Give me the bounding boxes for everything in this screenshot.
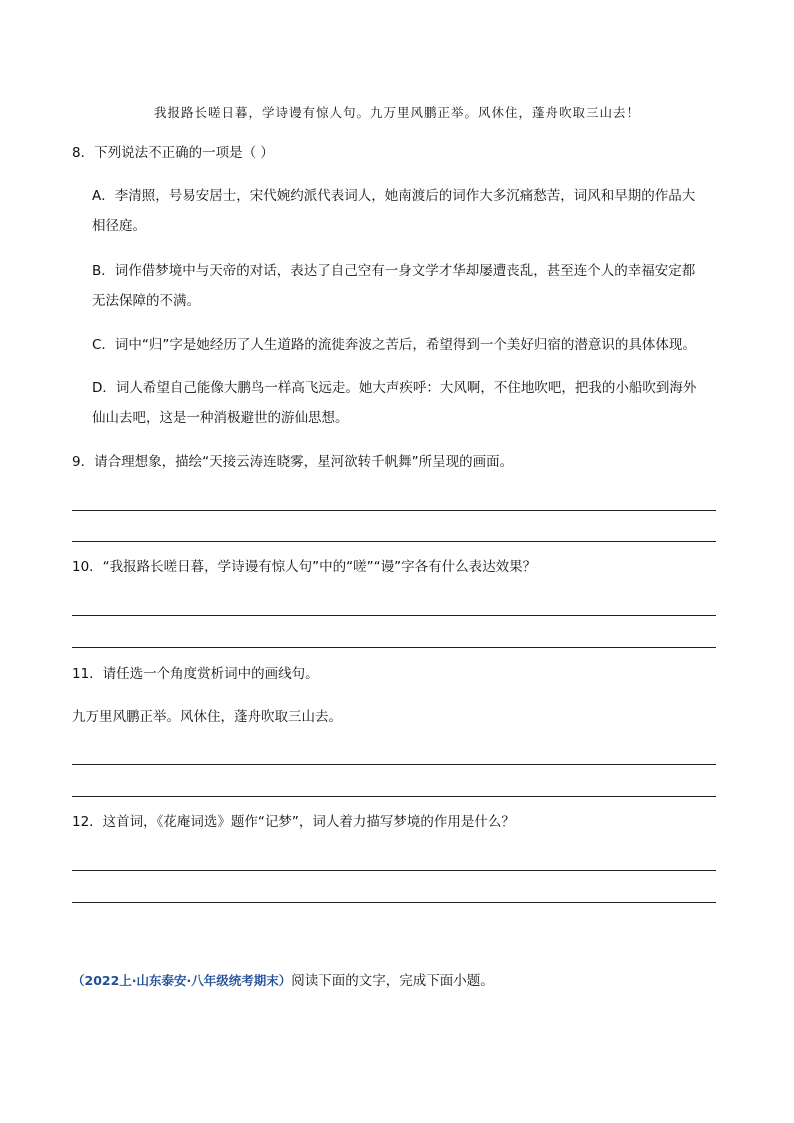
answer-line[interactable] bbox=[72, 870, 716, 871]
option-a-line-1: A．李清照，号易安居士，宋代婉约派代表词人，她南渡后的词作大多沉痛愁苦，词风和早期的作品大 bbox=[92, 188, 696, 204]
answer-line[interactable] bbox=[72, 902, 716, 903]
question-9-stem: 9．请合理想象，描绘“天接云涛连晓雾，星河欲转千帆舞”所呈现的画面。 bbox=[72, 454, 514, 470]
option-d-line-1: D．词人希望自己能像大鹏鸟一样高飞远走。她大声疾呼：大风啊，不住地吹吧，把我的小船吹到海外 bbox=[92, 380, 697, 396]
question-11-quote: 九万里风鹏正举。风休住，蓬舟吹取三山去。 bbox=[72, 709, 342, 725]
source-text: 阅读下面的文字，完成下面小题。 bbox=[291, 973, 494, 989]
option-b-line-2: 无法保障的不满。 bbox=[92, 293, 200, 309]
source-tag: （2022上·山东泰安·八年级统考期末） bbox=[72, 973, 292, 988]
answer-line[interactable] bbox=[72, 510, 716, 511]
option-c-line-1: C．词中“归”字是她经历了人生道路的流徙奔波之苦后，希望得到一个美好归宿的潜意识的具体体现。 bbox=[92, 337, 696, 353]
question-10-stem: 10．“我报路长嗟日暮，学诗谩有惊人句”中的“嗟”“谩”字各有什么表达效果？ bbox=[72, 559, 537, 575]
option-d-line-2: 仙山去吧，这是一种消极避世的游仙思想。 bbox=[92, 410, 349, 426]
source-instruction bbox=[72, 972, 494, 990]
answer-line[interactable] bbox=[72, 764, 716, 765]
option-b-line-1: B．词作借梦境中与天帝的对话，表达了自己空有一身文学才华却屡遭丧乱，甚至连个人的幸福安定都 bbox=[92, 263, 696, 279]
question-11-stem: 11．请任选一个角度赏析词中的画线句。 bbox=[72, 666, 319, 682]
answer-line[interactable] bbox=[72, 541, 716, 542]
answer-line[interactable] bbox=[72, 615, 716, 616]
question-12-stem: 12．这首词，《花庵词选》题作“记梦”，词人着力描写梦境的作用是什么？ bbox=[72, 814, 515, 830]
option-a-line-2: 相径庭。 bbox=[92, 218, 146, 234]
poem-closing-line: 我报路长嗟日暮，学诗谩有惊人句。九万里风鹏正举。风休住，蓬舟吹取三山去！ bbox=[153, 105, 640, 120]
question-8-stem: 8．下列说法不正确的一项是（ ） bbox=[72, 145, 274, 161]
answer-line[interactable] bbox=[72, 647, 716, 648]
answer-line[interactable] bbox=[72, 796, 716, 797]
